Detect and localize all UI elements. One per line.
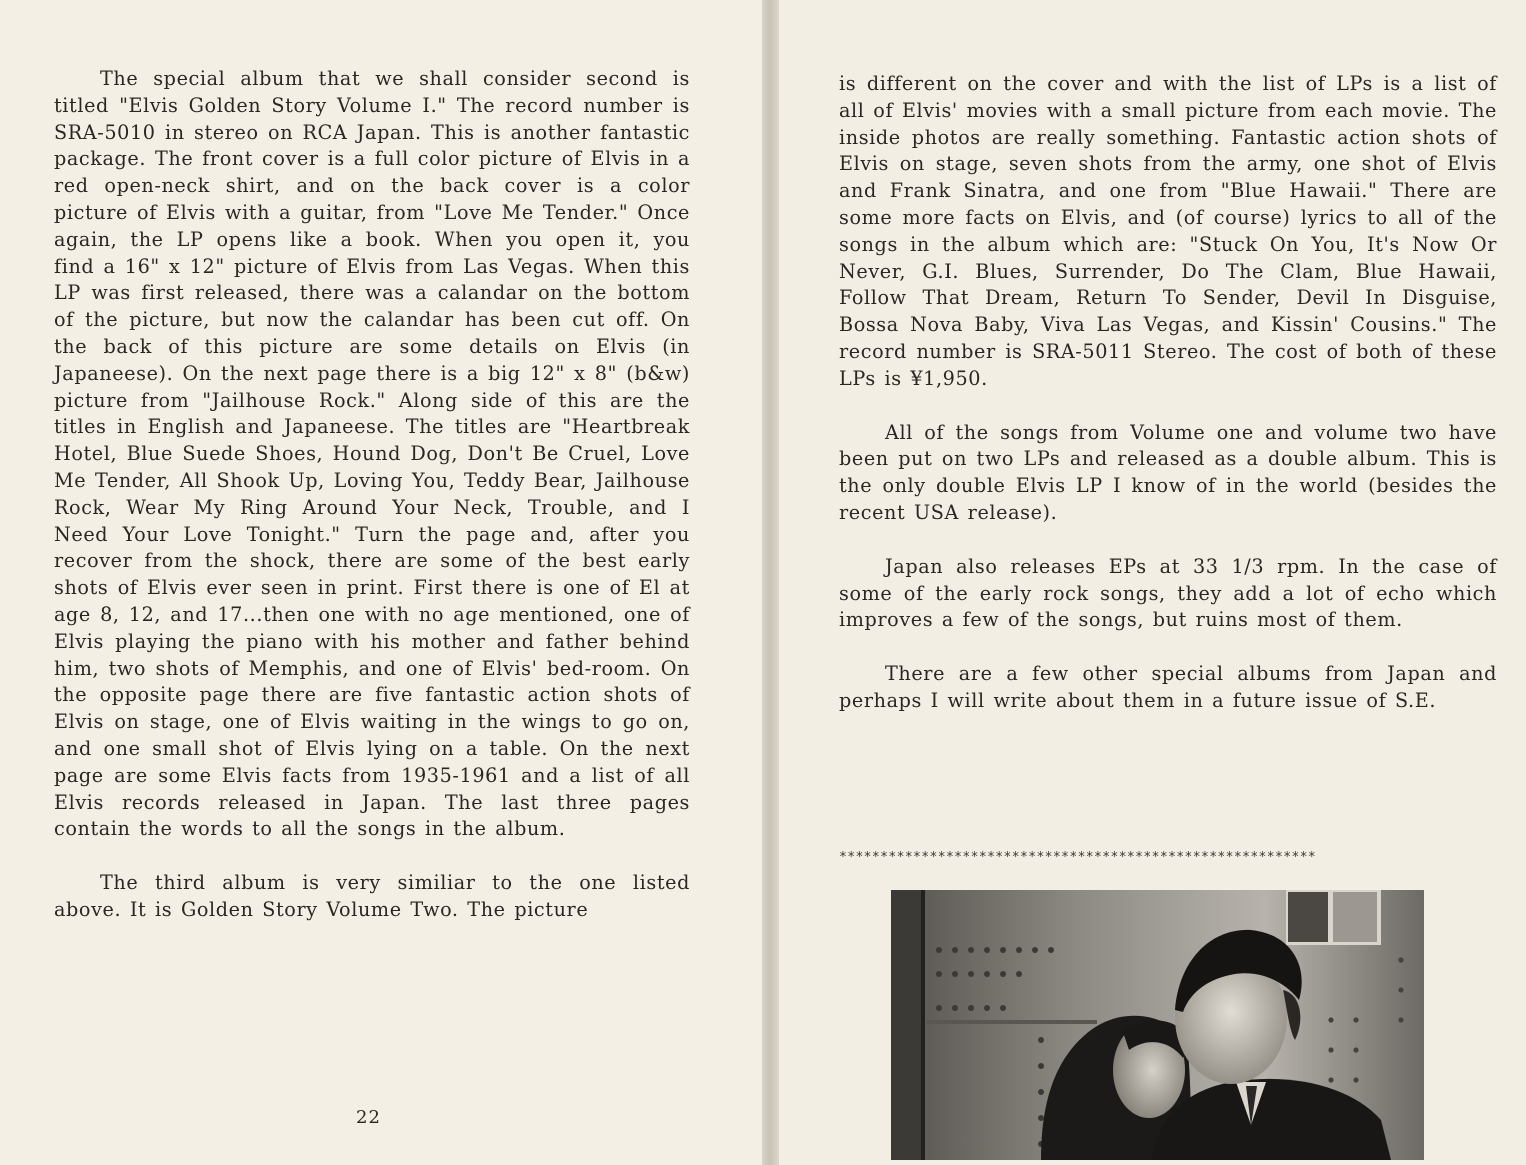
elvis-kiss-photo bbox=[891, 890, 1424, 1160]
page-number: 22 bbox=[356, 1107, 381, 1128]
paragraph-eps-japan: Japan also releases EPs at 33 1/3 rpm. In the case of some of the early rock songs, they add a lot of echo which improves a few of the songs, but ruins most of them. bbox=[839, 554, 1497, 632]
left-page bbox=[0, 0, 762, 1165]
left-page-text-column bbox=[54, 66, 690, 924]
paragraph-golden-story-volume-one: The special album that we shall consider second is titled "Elvis Golden Story Volume I." The record number is SRA-5010 in stereo on RCA Japan. This is another fantastic package. The front cover is a full color picture of Elvis in a red open-neck shirt, and on the back cover is a color picture of Elvis with a guitar, from "Love Me Tender." Once again, the LP opens like a book. When you open it, you find a 16" x 12" picture of Elvis from Las Vegas. When this LP was first released, there was a calandar on the bottom of the picture, but now the calandar has been cut off. On the back of this picture are some details on Elvis (in Japaneese). On the next page there is a big 12" x 8" (b&w) picture from "Jailhouse Rock." Along side of this are the titles in English and Japaneese. The titles are "Heartbreak Hotel, Blue Suede Shoes, Hound Dog, Don't Be Cruel, Love Me Tender, All Shook Up, Loving You, Teddy Bear, Jailhouse Rock, Wear My Ring Around Your Neck, Trouble, and I Need Your Love Tonight." Turn the page and, after you recover from the shock, there are some of the best early shots of Elvis ever seen in print. First there is one of El at age 8, 12, and 17...then one with no age mentioned, one of Elvis playing the piano with his mother and father behind him, two shots of Memphis, and one of Elvis' bed-room. On the opposite page there are five fantastic action shots of Elvis on stage, one of Elvis waiting in the wings to go on, and one small shot of Elvis lying on a table. On the next page are some Elvis facts from 1935-1961 and a list of all Elvis records released in Japan. The last three pages contain the words to all the songs in the album. bbox=[54, 67, 690, 841]
photo-image bbox=[891, 890, 1424, 1160]
book-gutter bbox=[762, 0, 779, 1165]
right-page-text-column bbox=[839, 71, 1497, 715]
paragraph-continued-volume-two: is different on the cover and with the list of LPs is a list of all of Elvis' movies with a small picture from each movie. The inside photos are really something. Fantastic action shots of Elvis on stage, seven shots from the army, one shot of Elvis and Frank Sinatra, and one from "Blue Hawaii." There are some more facts on Elvis, and (of course) lyrics to all of the songs in the album which are: "Stuck On You, It's Now Or Never, G.I. Blues, Surrender, Do The Clam, Blue Hawaii, Follow That Dream, Return To Sender, Devil In Disguise, Bossa Nova Baby, Viva Las Vegas, and Kissin' Cousins." The record number is SRA-5011 Stereo. The cost of both of these LPs is ¥1,950. bbox=[839, 72, 1497, 390]
paragraph-third-album: The third album is very similiar to the one listed above. It is Golden Story Volume Two. The picture bbox=[54, 871, 690, 921]
asterisk-separator: ********************************************************** bbox=[839, 850, 1317, 865]
paragraph-future-issue: There are a few other special albums from Japan and perhaps I will write about them in a future issue of S.E. bbox=[839, 662, 1497, 712]
paragraph-double-album: All of the songs from Volume one and volume two have been put on two LPs and released as a double album. This is the only double Elvis LP I know of in the world (besides the recent USA release). bbox=[839, 420, 1497, 524]
